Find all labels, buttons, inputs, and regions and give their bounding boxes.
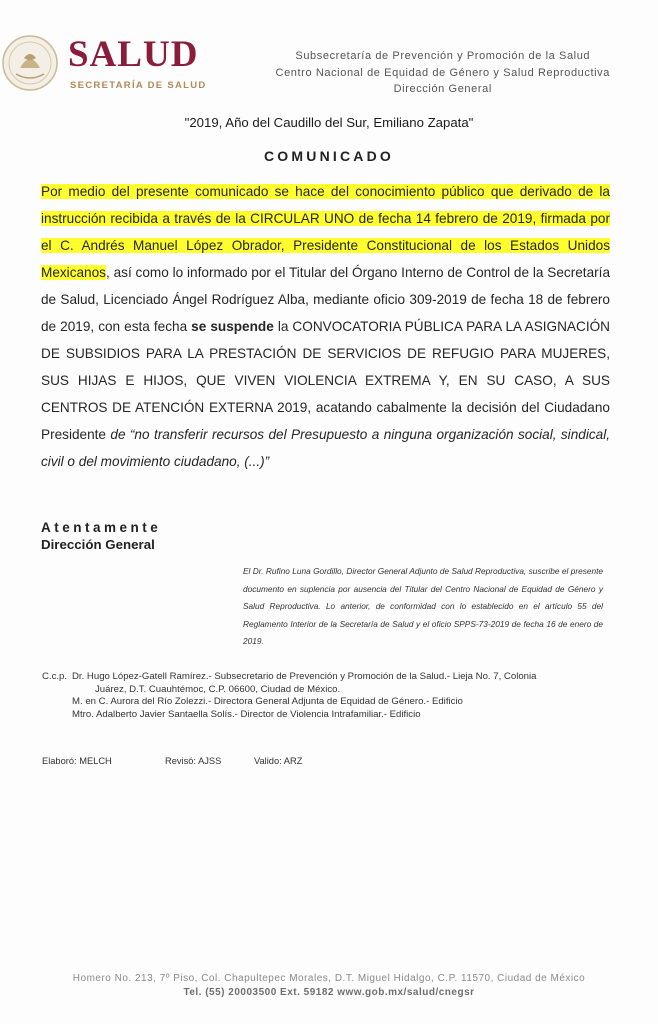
ccp-line: Dr. Hugo López-Gatell Ramírez.- Subsecretario de Prevención y Promoción de la Salud.- Lieja No. 7, Colonia (72, 671, 537, 682)
highlighted-text: Por medio del presente comunicado se hace del conocimiento público que derivado de la instrucción recibida a través de la CIRCULAR UNO de fecha 14 febrero de 2019, firmada por el C. Andrés Manuel López Obrador, Presidente Constitucional de los Estados Unidos Mexicanos (41, 184, 610, 280)
footer-contact: Tel. (55) 20003500 Ext. 59182 www.gob.mx/salud/cnegsr (183, 987, 475, 998)
year-legend: "2019, Año del Caudillo del Sur, Emiliano Zapata" (184, 115, 474, 130)
agency-line: Dirección General (393, 83, 492, 95)
closing-signatory: Dirección General (41, 537, 155, 552)
bold-text: se suspende (191, 319, 274, 334)
copies-list (42, 671, 622, 721)
ccp-line: M. en C. Aurora del Río Zolezzi.- Directora General Adjunta de Equidad de Género.- Edificio (72, 696, 463, 707)
quoted-text: de “no transferir recursos del Presupuesto a ninguna organización social, sindical, civil o del movimiento ciudadano, (...)” (41, 427, 610, 469)
closing-atentamente: Atentamente (41, 520, 162, 535)
ccp-line: Juárez, D.T. Cuauhtémoc, C.P. 06600, Ciudad de México. (95, 683, 341, 695)
footer-address: Homero No. 213, 7º Piso, Col. Chapultepec Morales, D.T. Miguel Hidalgo, C.P. 11570, Ciudad de México (72, 973, 586, 984)
mexico-seal-icon (2, 32, 58, 94)
suplencia-note: El Dr. Rufino Luna Gordillo, Director General Adjunto de Salud Reproductiva, suscribe el presente documento en suplencia por ausencia del Titular del Centro Nacional de Equidad de Género y Salud Reproductiva. Lo anterior, de conformidad con lo establecido en el artículo 55 del Reglamento Interior de la Secretaría de Salud y el oficio SPPS-73-2019 de fecha 16 de enero de 2019. (243, 566, 603, 646)
ccp-line: Mtro. Adalberto Javier Santaella Solís.- Director de Violencia Intrafamiliar.- Edificio (72, 708, 421, 720)
valido-initials: Valido: ARZ (254, 756, 303, 766)
footer (0, 972, 658, 1000)
reviso-initials: Revisó: AJSS (165, 756, 222, 766)
brand-subtitle: SECRETARÍA DE SALUD (70, 80, 207, 91)
ccp-label: C.c.p. (42, 671, 68, 682)
brand-logo: SALUD (68, 34, 199, 75)
agency-header (276, 48, 610, 98)
body-text: la CONVOCATORIA PÚBLICA PARA LA ASIGNACIÓN DE SUBSIDIOS PARA LA PRESTACIÓN DE SERVICIOS DE REFUGIO PARA MUJERES, SUS HIJAS E HIJOS, QUE VIVEN VIOLENCIA EXTREMA Y, EN SU CASO, A SUS CENTROS DE ATENCIÓN EXTERNA 2019, acatando cabalmente la decisión del Ciudadano Presidente (41, 319, 610, 442)
agency-line: Centro Nacional de Equidad de Género y Salud Reproductiva (275, 66, 610, 79)
elaboro-initials: Elaboró: MELCH (42, 756, 112, 766)
body-text: , así como lo informado por el Titular del Órgano Interno de Control de la Secretaría de Salud, Licenciado Ángel Rodríguez Alba, mediante oficio 309-2019 de fecha 18 de febrero de 2019, con esta fecha (41, 265, 610, 334)
agency-line: Subsecretaría de Prevención y Promoción de la Salud (295, 50, 591, 62)
body-paragraph (41, 178, 610, 475)
document-title: COMUNICADO (264, 148, 394, 164)
